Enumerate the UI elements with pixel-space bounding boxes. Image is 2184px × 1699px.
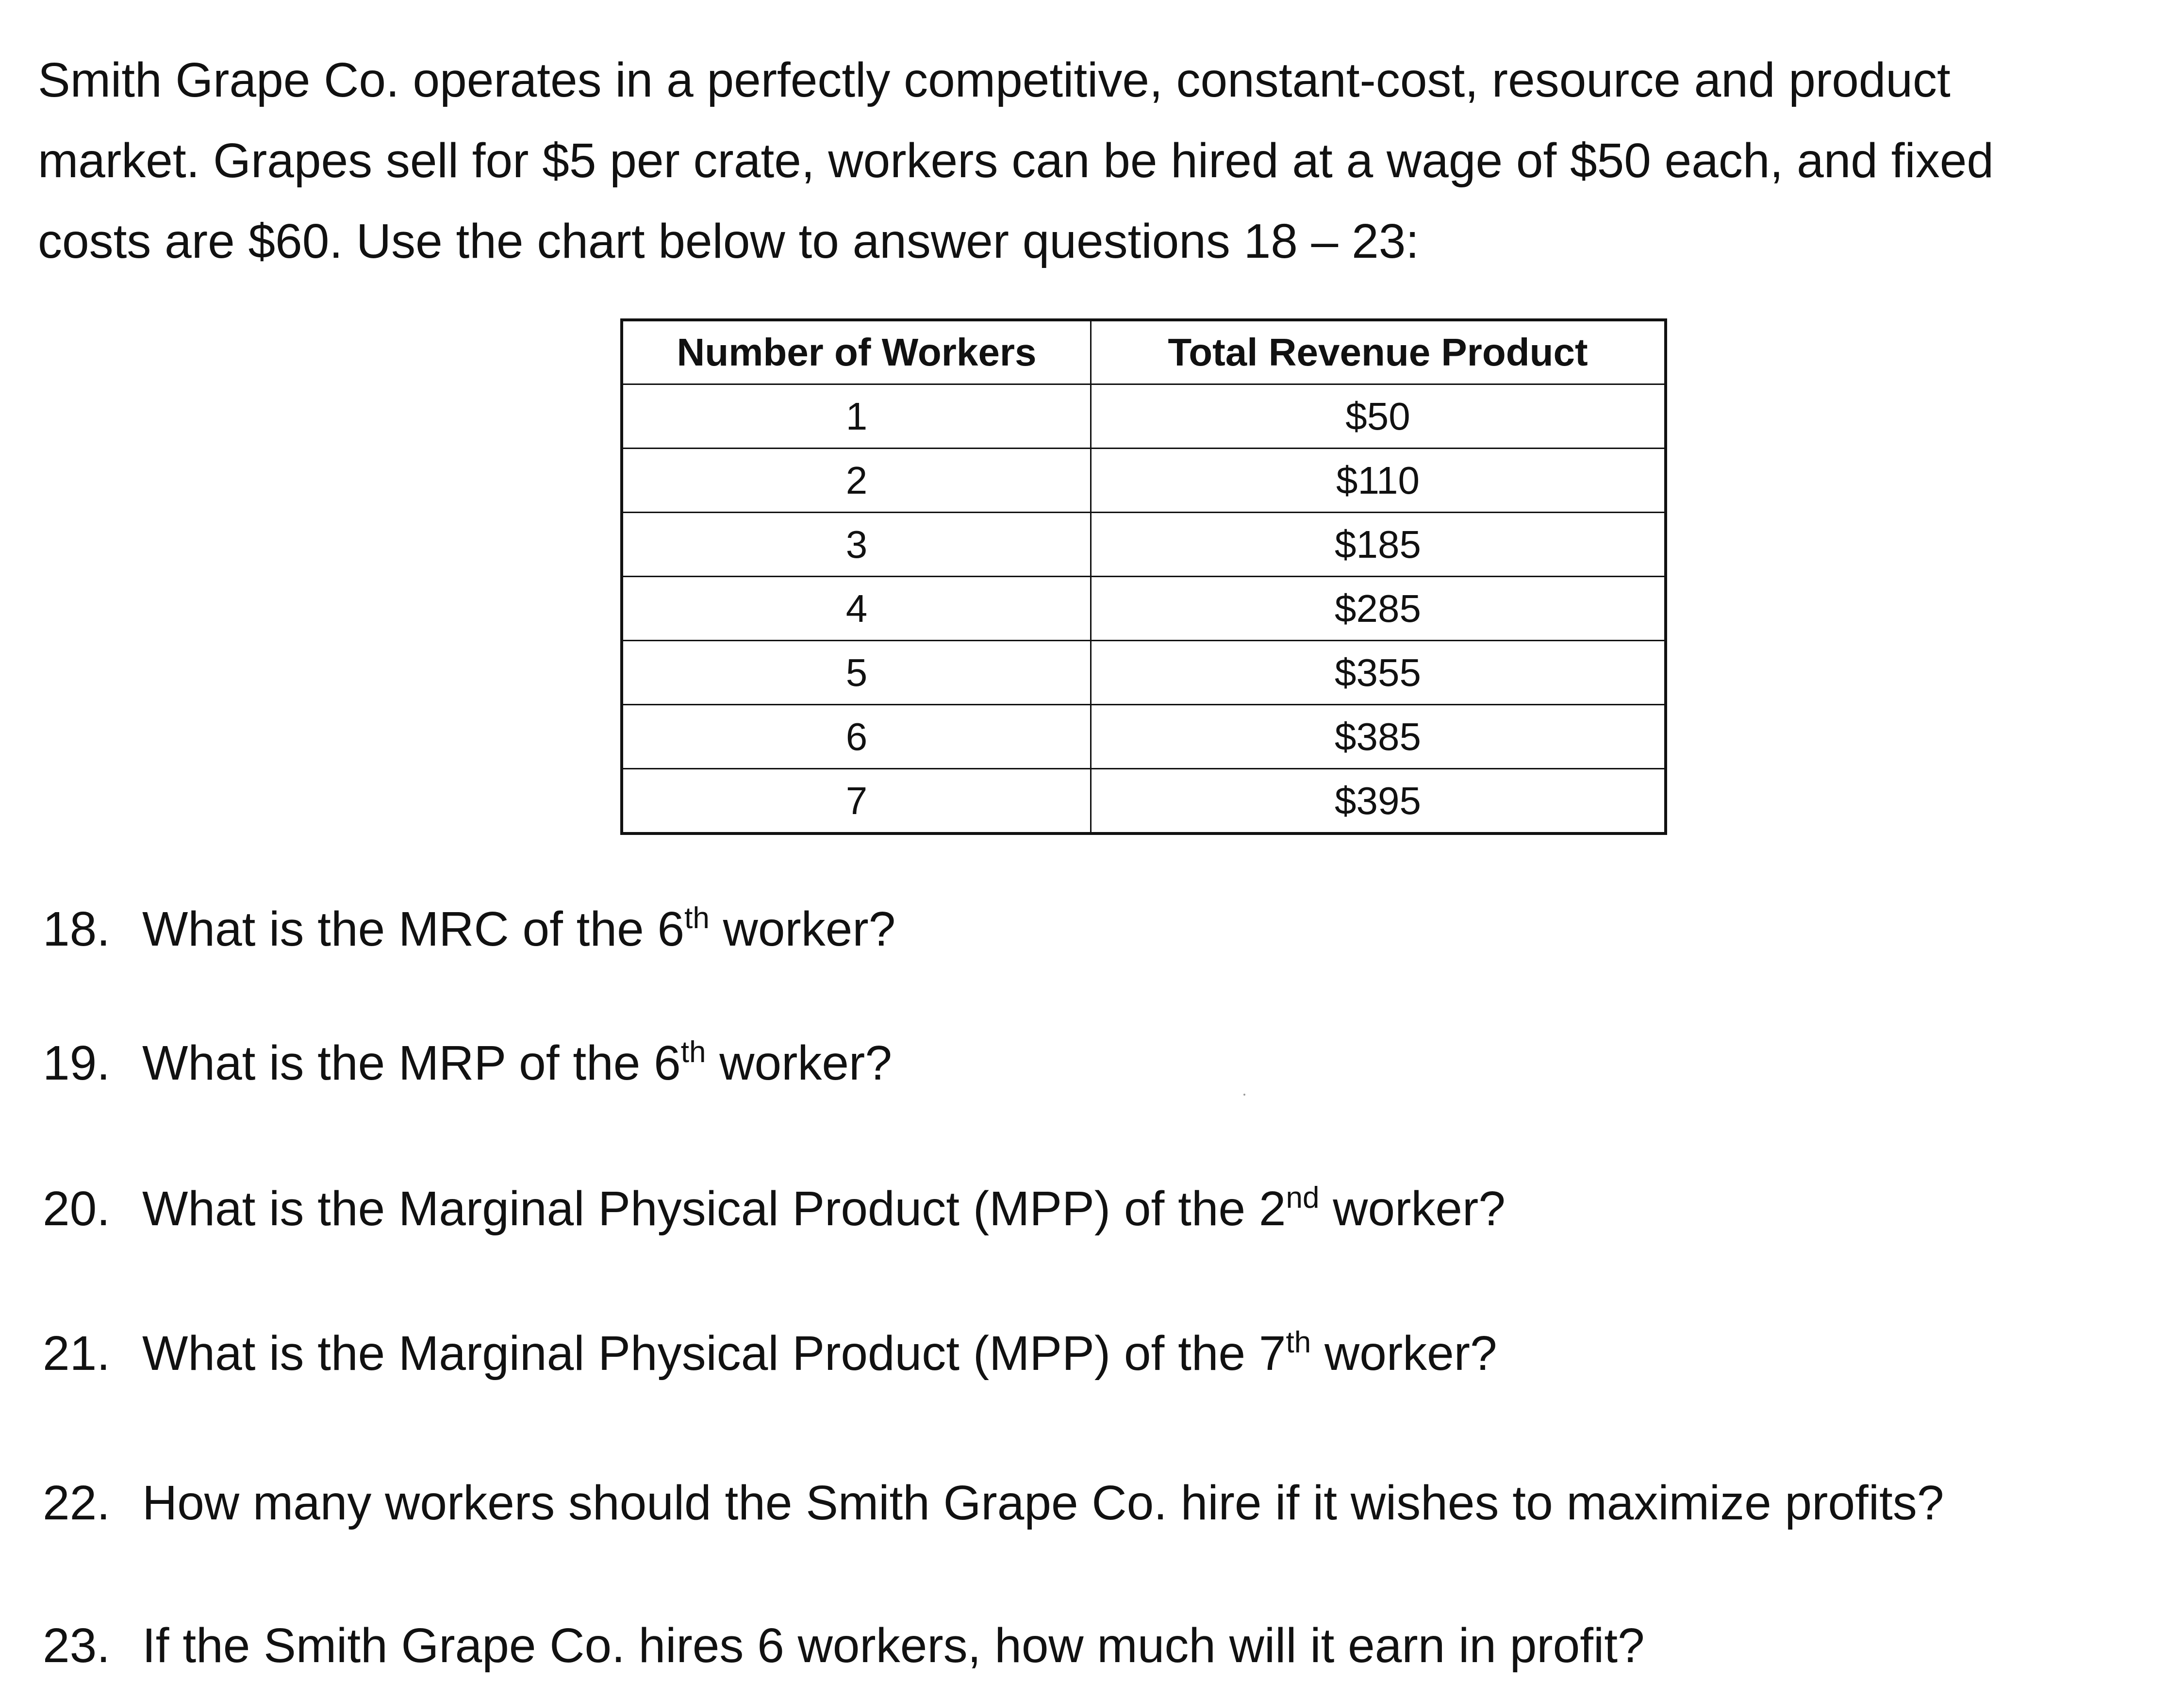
cell-workers: 6 [622, 705, 1091, 769]
question-text: What is the MRP of the 6 [142, 1036, 681, 1090]
intro-line-1: Smith Grape Co. operates in a perfectly competitive, constant-cost, resource and product [38, 53, 1951, 107]
header-total-revenue-product: Total Revenue Product [1091, 320, 1666, 384]
question-number: 23. [43, 1618, 111, 1673]
question-text: If the Smith Grape Co. hires 6 workers, how much will it earn in profit? [142, 1618, 1645, 1673]
question-text: How many workers should the Smith Grape Co. hire if it wishes to maximize profits? [142, 1476, 1944, 1530]
table-row [622, 513, 1666, 577]
question-text-end: worker? [1311, 1326, 1497, 1381]
table-header-row [622, 320, 1666, 384]
question-19 [43, 1034, 892, 1092]
question-18 [43, 900, 895, 958]
question-23 [43, 1616, 1645, 1675]
table-row [622, 769, 1666, 834]
cell-workers: 7 [622, 769, 1091, 834]
question-text-end: worker? [706, 1036, 892, 1090]
question-number: 18. [43, 902, 111, 956]
cell-workers: 5 [622, 641, 1091, 705]
question-number: 19. [43, 1036, 111, 1090]
cell-workers: 2 [622, 449, 1091, 513]
cell-trp: $185 [1091, 513, 1666, 577]
intro-line-2: market. Grapes sell for $5 per crate, workers can be hired at a wage of $50 each, and fixed [38, 133, 1994, 188]
table-row [622, 384, 1666, 449]
question-text-end: worker? [709, 902, 896, 956]
cell-workers: 4 [622, 577, 1091, 641]
question-text-end: worker? [1319, 1182, 1506, 1236]
cell-trp: $355 [1091, 641, 1666, 705]
question-text: What is the MRC of the 6 [142, 902, 685, 956]
intro-paragraph [38, 40, 2154, 282]
question-text: What is the Marginal Physical Product (MPP) of the 7 [142, 1326, 1286, 1381]
intro-line-3: costs are $60. Use the chart below to answer questions 18 – 23: [38, 214, 1420, 268]
question-number: 20. [43, 1182, 111, 1236]
table-row [622, 641, 1666, 705]
table-row [622, 705, 1666, 769]
table-row [622, 577, 1666, 641]
ordinal-suffix: th [680, 1035, 706, 1069]
cell-trp: $385 [1091, 705, 1666, 769]
cell-trp: $110 [1091, 449, 1666, 513]
ordinal-suffix: th [684, 901, 710, 935]
question-21 [43, 1324, 1497, 1383]
cell-trp: $395 [1091, 769, 1666, 834]
revenue-table [620, 318, 1667, 835]
ordinal-suffix: nd [1286, 1181, 1320, 1215]
question-number: 21. [43, 1326, 111, 1381]
cell-workers: 3 [622, 513, 1091, 577]
header-number-of-workers: Number of Workers [622, 320, 1091, 384]
table-row [622, 449, 1666, 513]
cell-workers: 1 [622, 384, 1091, 449]
question-text: What is the Marginal Physical Product (MPP) of the 2 [142, 1182, 1286, 1236]
scan-speck [1243, 1094, 1245, 1096]
question-22 [43, 1474, 1944, 1532]
cell-trp: $50 [1091, 384, 1666, 449]
cell-trp: $285 [1091, 577, 1666, 641]
question-20 [43, 1180, 1506, 1238]
ordinal-suffix: th [1286, 1326, 1311, 1359]
question-number: 22. [43, 1476, 111, 1530]
